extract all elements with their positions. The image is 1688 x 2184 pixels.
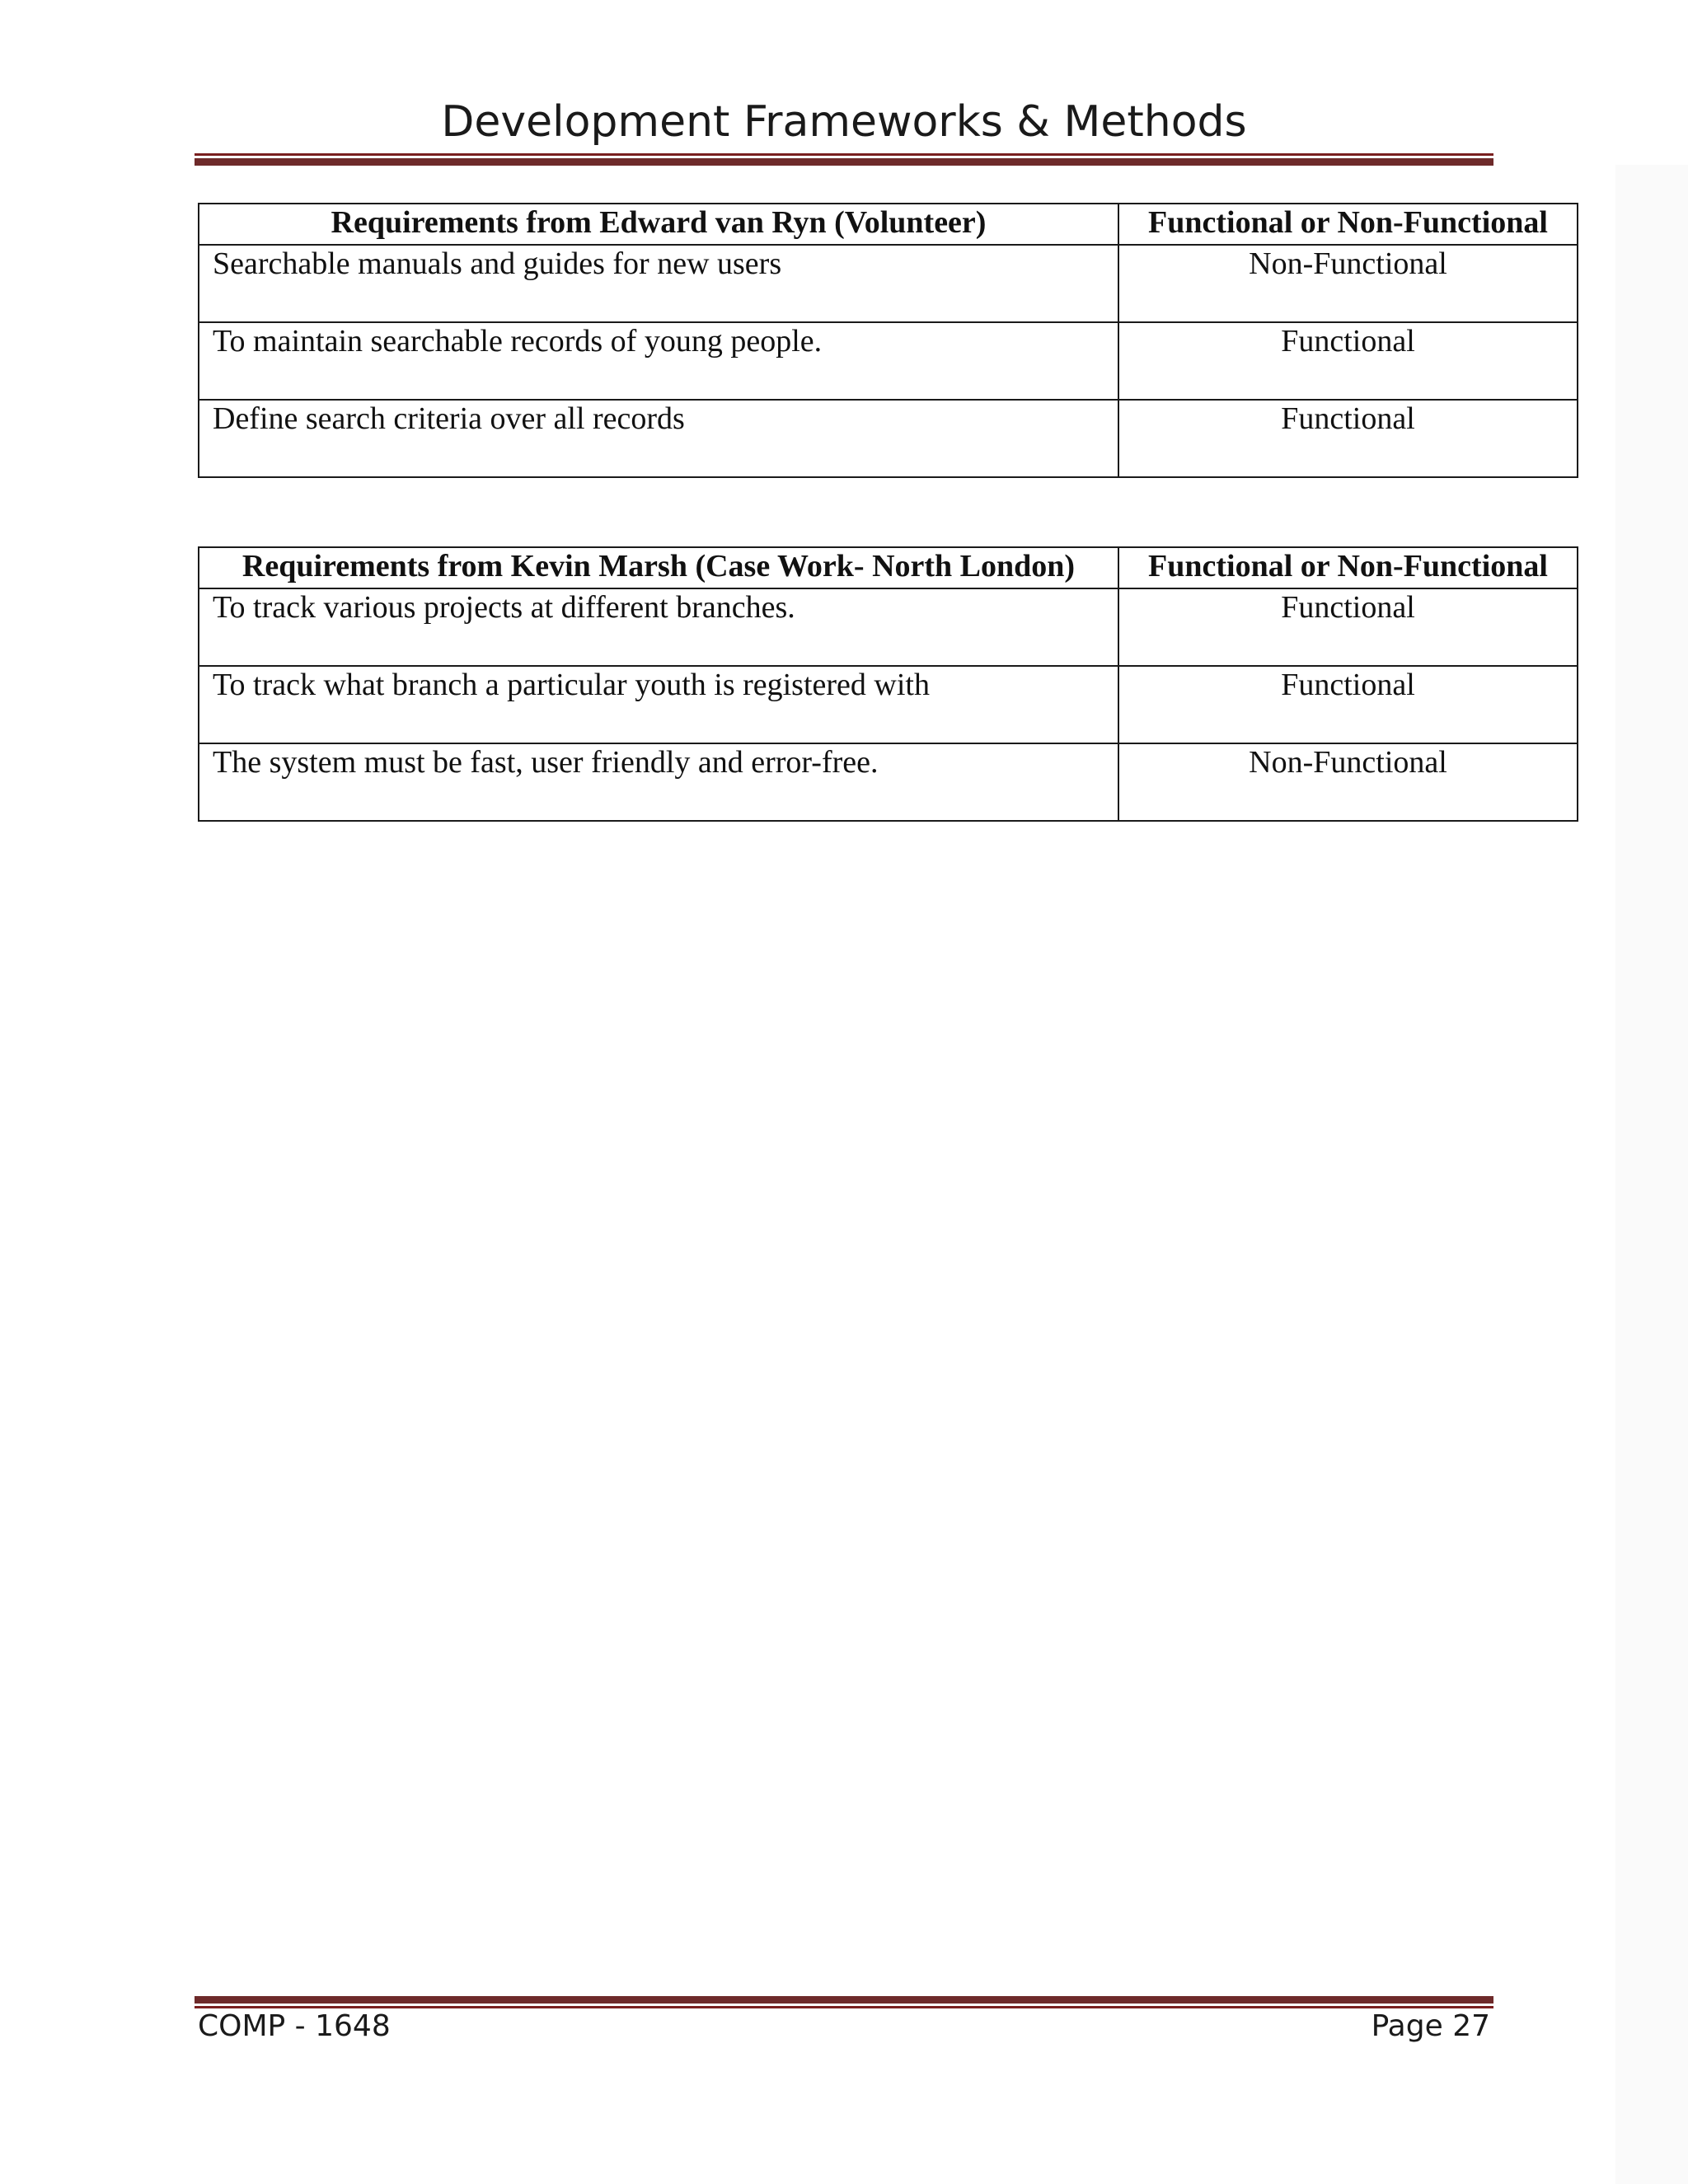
requirement-cell: To track various projects at different branches. bbox=[199, 588, 1118, 666]
type-column-header: Functional or Non-Functional bbox=[1118, 547, 1578, 588]
footer-rule bbox=[195, 1996, 1493, 2008]
requirement-cell: To track what branch a particular youth is registered with bbox=[199, 666, 1118, 743]
requirements-column-header: Requirements from Kevin Marsh (Case Work- North London) bbox=[199, 547, 1118, 588]
requirement-cell: The system must be fast, user friendly and error-free. bbox=[199, 743, 1118, 821]
table-row bbox=[199, 666, 1578, 743]
page-edge-shade bbox=[1615, 165, 1688, 2184]
requirement-cell: Define search criteria over all records bbox=[199, 400, 1118, 477]
requirement-type-cell: Functional bbox=[1118, 666, 1578, 743]
requirement-cell: Searchable manuals and guides for new users bbox=[199, 245, 1118, 322]
requirement-type-cell: Functional bbox=[1118, 322, 1578, 400]
table-row bbox=[199, 743, 1578, 821]
footer-page-number: Page 27 bbox=[1371, 2009, 1490, 2043]
requirements-column-header: Requirements from Edward van Ryn (Volunteer) bbox=[199, 204, 1118, 245]
requirements-table-edward bbox=[198, 203, 1578, 478]
requirement-cell: To maintain searchable records of young people. bbox=[199, 322, 1118, 400]
page-header-title: Development Frameworks & Methods bbox=[441, 97, 1247, 147]
table-row bbox=[199, 245, 1578, 322]
footer-course-code: COMP - 1648 bbox=[198, 2009, 391, 2043]
type-column-header: Functional or Non-Functional bbox=[1118, 204, 1578, 245]
header-rule bbox=[195, 153, 1493, 166]
requirement-type-cell: Non-Functional bbox=[1118, 245, 1578, 322]
table-header-row bbox=[199, 204, 1578, 245]
table-header-row bbox=[199, 547, 1578, 588]
table-row bbox=[199, 322, 1578, 400]
requirement-type-cell: Non-Functional bbox=[1118, 743, 1578, 821]
requirement-type-cell: Functional bbox=[1118, 400, 1578, 477]
requirement-type-cell: Functional bbox=[1118, 588, 1578, 666]
requirements-table-kevin bbox=[198, 546, 1578, 822]
table-row bbox=[199, 400, 1578, 477]
table-row bbox=[199, 588, 1578, 666]
